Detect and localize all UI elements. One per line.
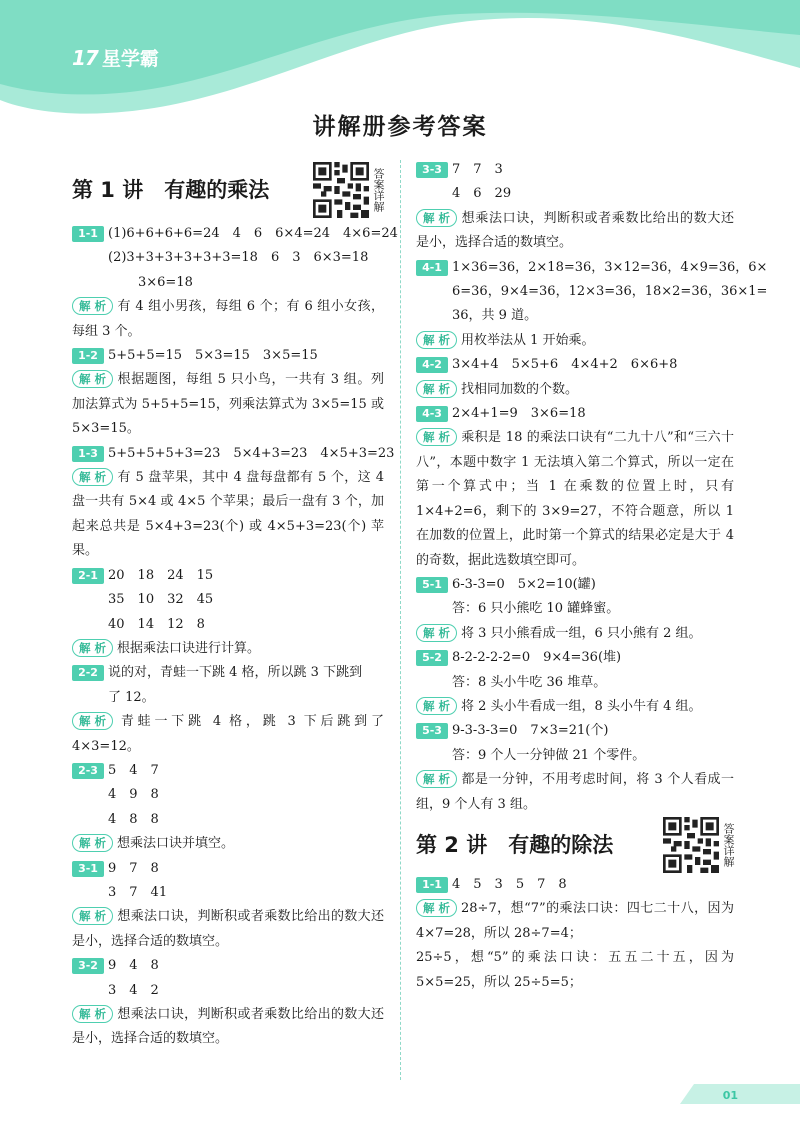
analysis-note (416, 207, 734, 256)
qr-block[interactable] (313, 162, 384, 218)
analysis-badge: 解 析 (416, 770, 457, 788)
answer-item (416, 719, 734, 768)
question-tag: 1-2 (72, 348, 104, 364)
answer-line: 3 7 41 (108, 884, 168, 900)
answer-line: 答：8 头小牛吃 36 堆草。 (452, 674, 607, 690)
question-tag: 3-3 (416, 162, 448, 178)
analysis-text: 想乘法口诀，判断积或者乘数比给出的数大还是小，选择合适的数填空。 (72, 909, 384, 949)
answer-item (72, 442, 395, 466)
analysis-badge: 解 析 (72, 370, 113, 388)
question-tag: 2-3 (72, 763, 104, 779)
column-divider (400, 160, 401, 1080)
analysis-text: 将 2 头小牛看成一组，8 头小牛有 4 组。 (461, 698, 702, 714)
answer-line: 答：6 只小熊吃 10 罐蜂蜜。 (452, 601, 620, 617)
answer-item (416, 353, 734, 377)
question-tag: 5-1 (416, 577, 448, 593)
analysis-text: 根据乘法口诀进行计算。 (117, 640, 261, 656)
analysis-note (72, 295, 384, 344)
analysis-note (72, 905, 384, 954)
analysis-text: 乘积是 18 的乘法口诀有“二九十八”和“三六十八”，本题中数字 1 无法填入第二个算式，所以一定在第一个算式中；当 1 在乘数的位置上时，只有 1×4+2=6，剩下的 3×9=27，不符合题意，所以 1 在加数的位置上，此时第一个算式的结果必定是大于 4 的奇数，据此选数填空即可。 (416, 430, 734, 568)
analysis-badge: 解 析 (72, 712, 113, 730)
page-title: 讲解册参考答案 (312, 114, 488, 140)
left-column (72, 158, 398, 1052)
answer-item (416, 573, 734, 622)
question-tag: 4-1 (416, 260, 448, 276)
qr-code-icon[interactable] (663, 817, 719, 873)
analysis-text: 根据题图，每组 5 只小鸟，一共有 3 组。列加法算式为 5+5+5=15，列乘法算式为 3×5=15 或 5×3=15。 (72, 372, 384, 437)
answer-line: 8-2-2-2-2=0 9×4=36(堆) (452, 650, 622, 666)
analysis-text: 有 5 盘苹果，其中 4 盘每盘都有 5 个，这 4 盘一共有 5×4 或 4×5 个苹果；最后一盘有 3 个，加起来总共是 5×4+3=23(个) 或 4×5+3=23(个) 苹果。 (72, 470, 384, 559)
answer-line: 答：9 个人一分钟做 21 个零件。 (452, 747, 646, 763)
answer-line: 9 7 8 (108, 860, 159, 876)
analysis-badge: 解 析 (72, 907, 113, 925)
analysis-badge: 解 析 (416, 209, 457, 227)
footer-bar-shape (680, 1084, 800, 1104)
question-tag: 2-2 (72, 665, 104, 681)
answer-line: 了 12。 (108, 689, 155, 705)
analysis-text: 想乘法口诀，判断积或者乘数比给出的数大还是小，选择合适的数填空。 (416, 210, 734, 251)
answer-line: 4 5 3 5 7 8 (452, 876, 567, 892)
qr-caption: 答案详解 (722, 822, 735, 867)
analysis-text: 用枚举法从 1 开始乘。 (461, 332, 595, 348)
answer-line: 4 6 29 (452, 186, 512, 202)
analysis-note (72, 832, 384, 856)
analysis-badge: 解 析 (72, 297, 113, 315)
answer-item (72, 222, 398, 295)
answer-line: 36，共 9 道。 (452, 308, 538, 324)
analysis-note (72, 368, 384, 441)
question-tag: 3-2 (72, 958, 104, 974)
answer-line: 20 18 24 15 (108, 567, 214, 583)
answer-line: 9 4 8 (108, 958, 159, 974)
lecture-header (72, 158, 384, 222)
answer-line: 7 7 3 (452, 162, 503, 177)
analysis-note (72, 710, 384, 759)
analysis-note (416, 378, 734, 402)
answer-item (72, 661, 384, 710)
qr-caption: 答案详解 (372, 168, 385, 212)
analysis-text: 想乘法口诀，判断积或者乘数比给出的数大还是小，选择合适的数填空。 (72, 1007, 384, 1047)
right-column (416, 158, 768, 995)
question-tag: 3-1 (72, 861, 104, 877)
answer-item (72, 564, 384, 637)
answer-line: 6=36，9×4=36，12×3=36，18×2=36，36×1= (452, 284, 768, 300)
answer-item (416, 646, 734, 695)
answer-line: (2)3+3+3+3+3+3=18 6 3 6×3=18 (108, 250, 369, 266)
question-tag: 1-1 (416, 877, 448, 893)
qr-block[interactable] (663, 817, 734, 873)
answer-item (72, 857, 384, 906)
analysis-badge: 解 析 (416, 428, 457, 446)
analysis-text: 找相同加数的个数。 (461, 381, 579, 397)
answer-line: 5+5+5=15 5×3=15 3×5=15 (108, 348, 318, 364)
answer-line: 6-3-3=0 5×2=10(罐) (452, 576, 596, 592)
analysis-text: 28÷7，想“7”的乘法口诀：四七二十八，因为 4×7=28，所以 28÷7=4； (416, 901, 734, 941)
analysis-note (416, 426, 734, 572)
analysis-text: 将 3 只小熊看成一组，6 只小熊有 2 组。 (461, 625, 702, 641)
analysis-badge: 解 析 (72, 1005, 113, 1023)
analysis-badge: 解 析 (72, 639, 113, 657)
answer-item (72, 954, 384, 1003)
question-tag: 5-3 (416, 723, 448, 739)
answer-line: 4 8 8 (108, 811, 159, 827)
lecture-title: 第 2 讲 有趣的除法 (416, 832, 614, 857)
analysis-text: 想乘法口诀并填空。 (117, 836, 235, 852)
analysis-text: 都是一分钟，不用考虑时间，将 3 个人看成一组，9 个人有 3 组。 (416, 772, 734, 812)
analysis-badge: 解 析 (416, 697, 457, 715)
answer-item (72, 759, 384, 832)
answer-line: 35 10 32 45 (108, 592, 214, 608)
answer-line: (1)6+6+6+6=24 4 6 6×4=24 4×6=24 (108, 226, 398, 241)
answer-line: 2×4+1=9 3×6=18 (452, 406, 586, 422)
lecture-header (416, 817, 734, 873)
analysis-note (72, 466, 384, 564)
lecture-title: 第 1 讲 有趣的乘法 (72, 177, 270, 202)
answer-line: 说的对，青蛙一下跳 4 格，所以跳 3 下跳到 (108, 665, 363, 681)
answer-line: 9-3-3-3=0 7×3=21(个) (452, 723, 609, 739)
analysis-badge: 解 析 (72, 468, 113, 486)
question-tag: 5-2 (416, 650, 448, 666)
question-tag: 4-3 (416, 406, 448, 422)
answer-line: 40 14 12 8 (108, 616, 205, 632)
question-tag: 1-1 (72, 226, 104, 242)
analysis-text-continued: 25÷5，想“5”的乘法口诀：五五二十五，因为 5×5=25，所以 25÷5=5； (416, 950, 734, 990)
answer-line: 5 4 7 (108, 762, 159, 778)
question-tag: 1-3 (72, 446, 104, 462)
brand-logo (72, 44, 159, 71)
analysis-note (416, 768, 734, 817)
analysis-badge: 解 析 (416, 380, 457, 398)
analysis-note (72, 1003, 384, 1052)
analysis-note (416, 897, 734, 946)
answer-item (416, 256, 768, 329)
page-number: 01 (722, 1089, 738, 1102)
question-tag: 4-2 (416, 357, 448, 373)
answer-line: 1×36=36，2×18=36，3×12=36，4×9=36，6× (452, 259, 768, 275)
brand-name: 星学霸 (101, 48, 159, 70)
answer-item (72, 344, 384, 368)
question-tag: 2-1 (72, 568, 104, 584)
analysis-note (416, 622, 734, 646)
qr-code-icon[interactable] (313, 162, 369, 218)
answer-line: 3×4+4 5×5+6 4×4+2 6×6+8 (452, 357, 678, 373)
analysis-note (416, 329, 734, 353)
analysis-badge: 解 析 (416, 331, 457, 349)
answer-line: 5+5+5+5+3=23 5×4+3=23 4×5+3=23 (108, 445, 395, 461)
analysis-badge: 解 析 (72, 834, 113, 852)
brand-mark: 17 (72, 45, 98, 70)
answer-item (416, 158, 734, 207)
answer-line: 3×6=18 (138, 274, 193, 290)
answer-line: 3 4 2 (108, 982, 159, 998)
answer-item (416, 873, 734, 897)
analysis-badge: 解 析 (416, 624, 457, 642)
answer-line: 4 9 8 (108, 787, 159, 803)
answer-item (416, 402, 734, 426)
analysis-text: 青蛙一下跳 4 格，跳 3 下后跳到了 4×3=12。 (72, 714, 384, 754)
analysis-note (72, 637, 384, 661)
analysis-badge: 解 析 (416, 899, 457, 917)
footer-bar (680, 1084, 800, 1104)
analysis-note (416, 695, 734, 719)
analysis-text: 有 4 组小男孩，每组 6 个；有 6 组小女孩，每组 3 个。 (72, 299, 384, 339)
